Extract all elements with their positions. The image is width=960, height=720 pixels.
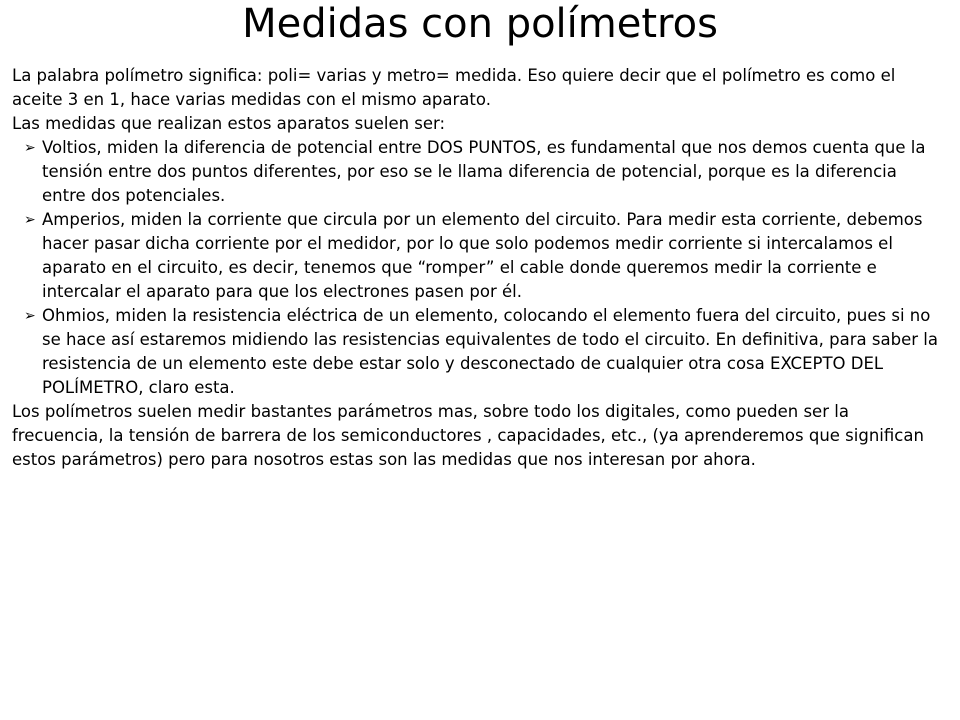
measurements-list [12, 136, 944, 400]
intro-paragraph: La palabra polímetro significa: poli= varias y metro= medida. Eso quiere decir que el polímetro es como el aceite 3 en 1, hace varias medidas con el mismo aparato. [12, 66, 896, 109]
closing-paragraph: Los polímetros suelen medir bastantes parámetros mas, sobre todo los digitales, como pueden ser la frecuencia, la tensión de barrera de los semiconductores , capacidades, etc., (ya aprenderemos que significan estos parámetros) pero para nosotros estas son las medidas que nos interesan por ahora. [12, 402, 924, 469]
arrow-bullet-icon: ➢ [24, 140, 36, 156]
list-item-text: Ohmios, miden la resistencia eléctrica de un elemento, colocando el elemento fuera del circuito, pues si no se hace así estaremos midiendo las resistencias equivalentes de todo el circuito. En definitiva, para saber la resistencia de un elemento este debe estar solo y desconectado de cualquier otra cosa EXCEPTO DEL POLÍMETRO, claro esta. [42, 306, 938, 397]
intro-lead-in: Las medidas que realizan estos aparatos suelen ser: [12, 114, 446, 133]
list-item-voltios [12, 136, 944, 208]
list-item-amperios [12, 208, 944, 304]
slide-body [12, 64, 944, 472]
arrow-bullet-icon: ➢ [24, 308, 36, 324]
slide-title: Medidas con polímetros [242, 1, 718, 47]
list-item-ohmios [12, 304, 944, 400]
list-item-text: Amperios, miden la corriente que circula por un elemento del circuito. Para medir esta corriente, debemos hacer pasar dicha corriente por el medidor, por lo que solo podemos medir corriente si intercalamos el aparato en el circuito, es decir, tenemos que “romper” el cable donde queremos medir la corriente e intercalar el aparato para que los electrones pasen por él. [42, 210, 923, 301]
list-item-text: Voltios, miden la diferencia de potencial entre DOS PUNTOS, es fundamental que nos demos cuenta que la tensión entre dos puntos diferentes, por eso se le llama diferencia de potencial, porque es la diferencia entre dos potenciales. [42, 138, 926, 205]
arrow-bullet-icon: ➢ [24, 212, 36, 228]
